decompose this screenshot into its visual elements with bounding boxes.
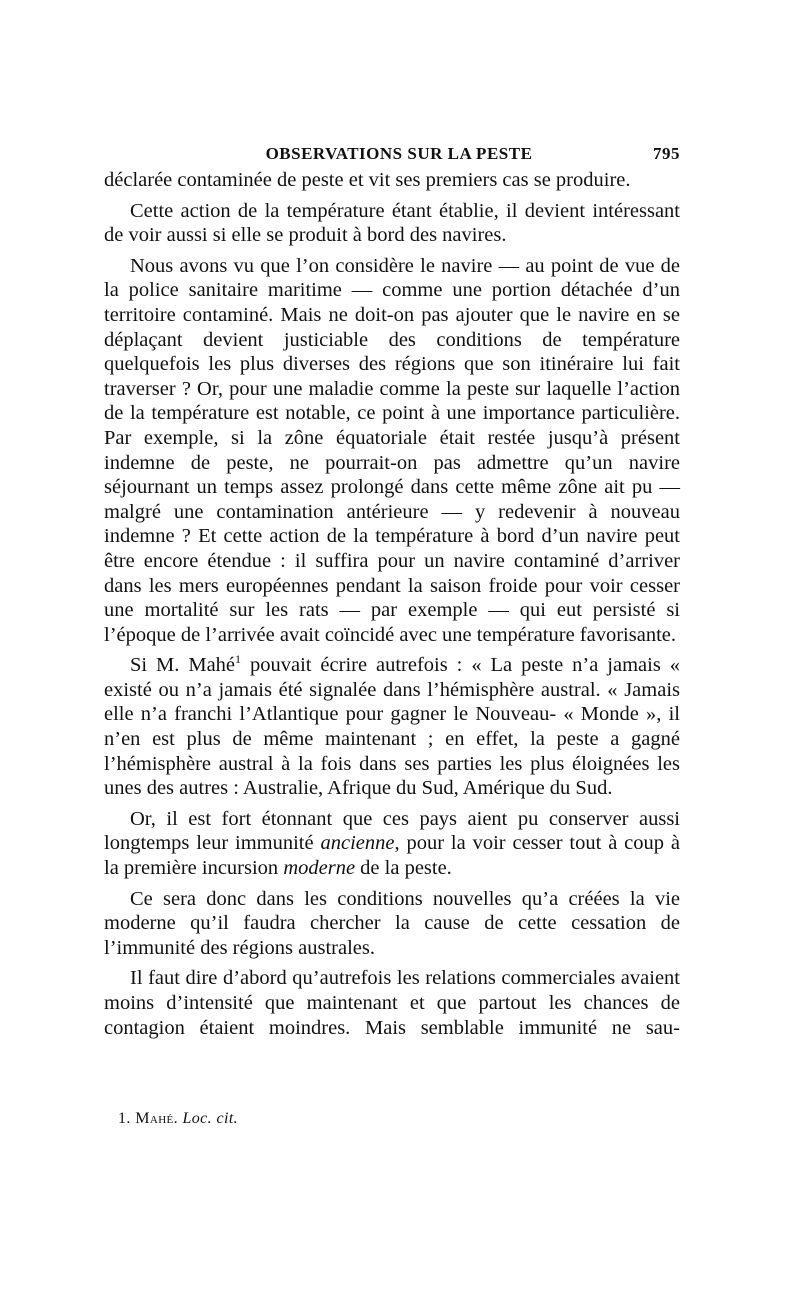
paragraph-4-start: Si M. Mahé (130, 654, 236, 677)
page (104, 138, 680, 1046)
running-head (104, 138, 680, 168)
paragraph-5 (104, 807, 680, 881)
italic-moderne: moderne (283, 857, 356, 880)
page-header-title: OBSERVATIONS SUR LA PESTE (265, 144, 533, 163)
paragraph-1: déclarée contaminée de peste et vit ses premiers cas se produire. (104, 169, 631, 191)
footnote-reference: 1 (235, 652, 242, 667)
page-number: 795 (653, 144, 680, 163)
body-text (104, 168, 680, 1040)
paragraph-5-part-3: de la peste. (355, 857, 452, 880)
paragraph-4 (104, 653, 680, 801)
paragraph-2: Cette action de la température étant établie, il devient intéressant de voir aussi si elle se produit à bord des navires. (104, 199, 680, 247)
paragraph-7: Il faut dire d’abord qu’autrefois les relations commerciales avaient moins d’intensité que maintenant et que partout les chances de contagion étaient moindres. Mais semblable immunité ne sau- (104, 967, 680, 1039)
paragraph-4-rest: pouvait écrire autrefois : « La peste n’a jamais « existé ou n’a jamais été signalée dans l’hémisphère austral. « Jamais elle n’a franchi l’Atlantique pour gagner le Nouveau- « Monde », il n’en est plus de même maintenant ; en effet, la peste a gagné l’hémisphère austral à la fois dans ses parties les plus éloignées les unes des autres : Australie, Afrique du Sud, Amérique du Sud. (104, 654, 681, 800)
paragraph-3: Nous avons vu que l’on considère le navire — au point de vue de la police sanitaire maritime — comme une portion détachée d’un territoire contaminé. Mais ne doit-on pas ajouter que le navire en se déplaçant devient justiciable des conditions de température quelquefois les plus diverses des régions que son itinéraire lui fait traverser ? Or, pour une maladie comme la peste sur laquelle l’action de la température est notable, ce point à une importance particulière. Par exemple, si la zône équatoriale était restée jusqu’à présent indemne de peste, ne pourrait-on pas admettre qu’un navire séjournant un temps assez prolongé dans cette même zône ait pu — malgré une contamination antérieure — y redevenir à nouveau indemne ? Et cette action de la température à bord d’un navire peut être encore étendue : il suffira pour un navire contaminé d’arriver dans les mers européennes pendant la saison froide pour voir cesser une mortalité sur les rats — par exemple — qui eut persisté si l’époque de l’arrivée avait coïncidé avec une température favorisante. (104, 254, 680, 646)
footnote-number: 1. (118, 1110, 131, 1127)
italic-ancienne: ancienne (320, 832, 395, 855)
footnote-citation: Loc. cit. (182, 1110, 239, 1127)
footnote-author: Mahé. (135, 1110, 179, 1127)
paragraph-5-part-2: , pour la voir cesser tout à coup à la première incursion (104, 832, 680, 880)
footnote (118, 1110, 238, 1128)
paragraph-5-part-1: Or, il est fort étonnant que ces pays aient pu conserver aussi longtemps leur immunité (104, 807, 680, 855)
paragraph-6: Ce sera donc dans les conditions nouvelles qu’a créées la vie moderne qu’il faudra chercher la cause de cette cessation de l’immunité des régions australes. (104, 887, 680, 959)
